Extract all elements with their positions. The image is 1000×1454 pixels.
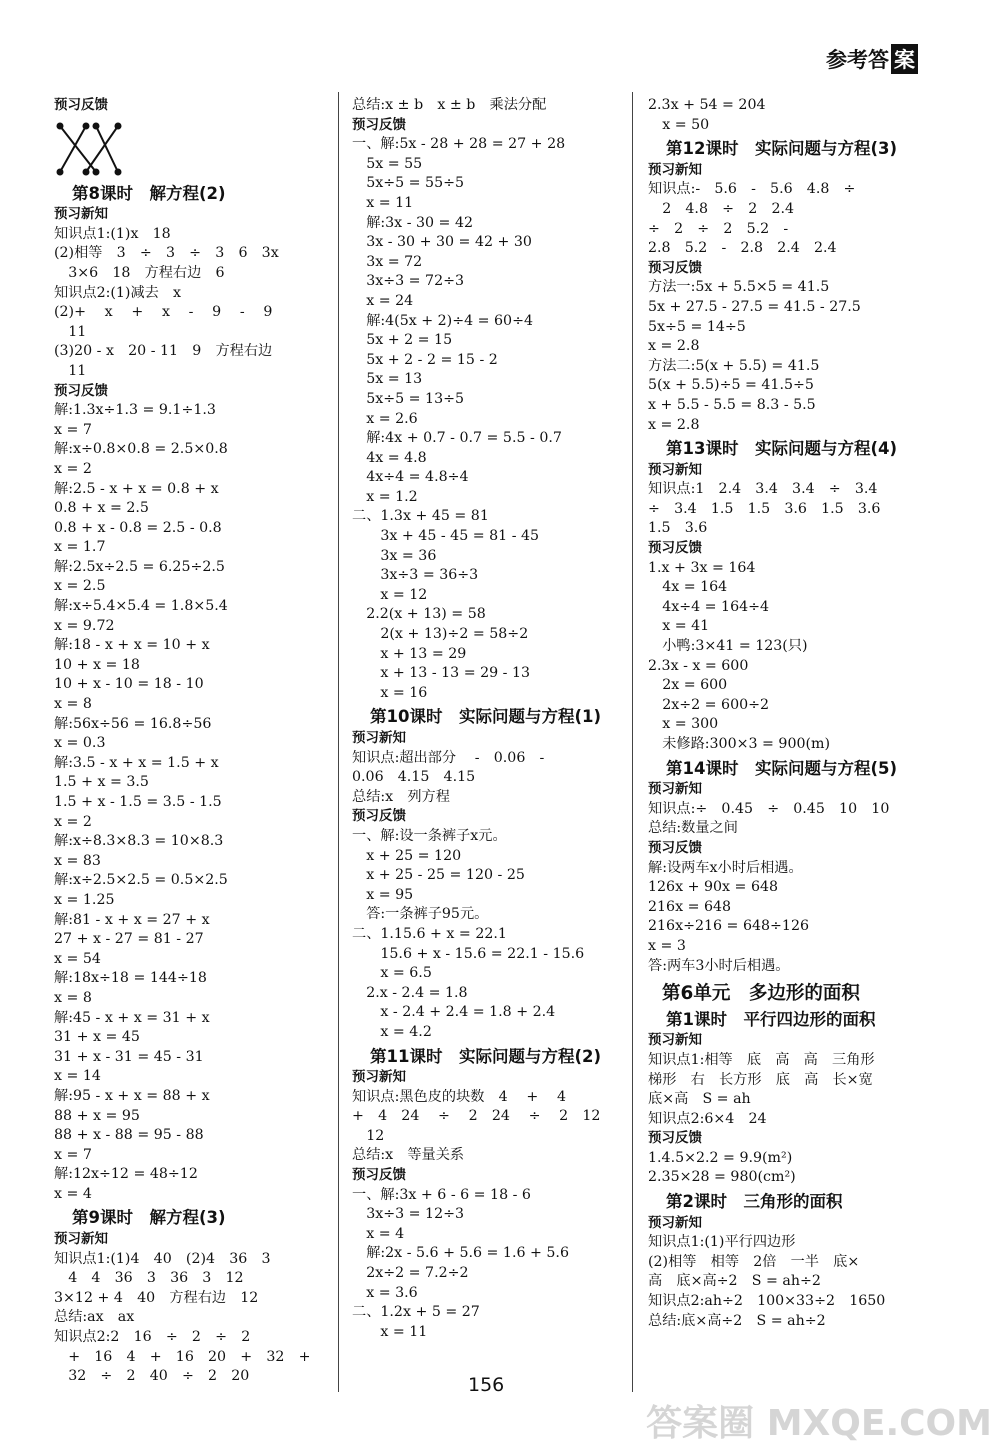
lesson-title: 第1课时 平行四边形的面积 [666,1009,876,1029]
lesson-title: 第11课时 实际问题与方程(2) [370,1046,602,1066]
answer-block [648,161,918,435]
answer-line: 方法二:5(x + 5.5) = 41.5 [648,357,820,374]
answer-line: 10 + x - 10 = 18 - 10 [54,676,204,693]
answer-line: 3x÷3 = 72÷3 [352,273,465,290]
answer-line: 4x÷4 = 4.8÷4 [352,469,469,486]
answer-line: 2x÷2 = 7.2÷2 [352,1265,469,1282]
page-header [826,44,918,74]
answer-line: x = 2 [54,813,92,830]
answer-line: x = 11 [352,1323,428,1340]
answer-line: 解:x÷2.5×2.5 = 0.5×2.5 [54,872,228,889]
answer-line: 解:x÷8.3×8.3 = 10×8.3 [54,833,224,850]
answer-line: 知识点2:6×4 24 [648,1110,767,1127]
answer-line: 5x = 13 [352,371,423,388]
answer-line: 解:3.5 - x + x = 1.5 + x [54,754,219,771]
answer-block [352,1068,622,1342]
answer-line: x + 13 = 29 [352,645,467,662]
answer-line: x = 2.8 [648,338,700,355]
answer-line: x = 2.8 [648,416,700,433]
answer-line: x + 5.5 - 5.5 = 8.3 - 5.5 [648,396,816,413]
answer-line: 底×高 S = ah [648,1091,751,1108]
answer-line: 5(x + 5.5)÷5 = 41.5÷5 [648,377,814,394]
answer-line: ÷ 3.4 1.5 1.5 3.6 1.5 3.6 [648,500,881,517]
section-heading: 预习新知 [648,461,702,478]
answer-line: 1.5 + x - 1.5 = 3.5 - 1.5 [54,794,222,810]
answer-line: 小鸭:3×41 = 123(只) [648,638,808,655]
answer-line: x = 300 [648,716,719,733]
answer-line: 解:2.5x÷2.5 = 6.25÷2.5 [54,558,225,575]
answer-line: x + 25 - 25 = 120 - 25 [352,867,525,884]
watermark-logo: 答案圈 MXQE.COM [646,1403,992,1444]
answer-line: x = 83 [54,852,101,869]
answer-line: 3x÷3 = 36÷3 [352,567,479,584]
answer-line: x = 54 [54,950,101,967]
answer-line: (2)相等 相等 2倍 一半 底× [648,1253,860,1270]
answer-line: 解:4(5x + 2)÷4 = 60÷4 [352,312,534,329]
answer-line: 32 ÷ 2 40 ÷ 2 20 [54,1368,250,1385]
section-heading: 预习新知 [352,1069,406,1086]
answer-line: x = 24 [352,292,414,309]
answer-line: 方法一:5x + 5.5×5 = 41.5 [648,279,830,296]
answer-line: 3x = 72 [352,253,423,270]
column-1 [54,96,324,1387]
answer-line: 一、解:设一条裤子x元。 [352,827,507,844]
answer-line: 解:81 - x + x = 27 + x [54,911,210,928]
answer-line: 总结:x ± b x ± b 乘法分配 [352,97,547,113]
answer-line: 一、解:3x + 6 - 6 = 18 - 6 [352,1186,531,1203]
answer-line: 知识点1:(1)x 18 [54,225,171,242]
answer-line: x = 1.25 [54,891,115,908]
answer-block [352,96,622,703]
answer-line: 总结:数量之间 [648,820,738,837]
answer-line: 12 [352,1127,385,1144]
answer-line: 5x + 2 - 2 = 15 - 2 [352,351,498,368]
answer-line: 3x + 45 - 45 = 81 - 45 [352,528,540,545]
answer-line: x = 0.3 [54,735,106,752]
answer-line: x = 2.5 [54,578,106,595]
answer-line: x = 14 [54,1068,101,1085]
section-heading: 预习新知 [648,1032,702,1049]
answer-line: x = 16 [352,684,428,701]
answer-line: 总结:ax ax [54,1309,135,1326]
answer-line: 3x - 30 + 30 = 42 + 30 [352,234,532,251]
answer-line: 5x + 27.5 - 27.5 = 41.5 - 27.5 [648,298,861,315]
answer-line: 1.5 + x = 3.5 [54,774,149,791]
answer-line: 2.8 5.2 - 2.8 2.4 2.4 [648,240,837,257]
lesson-title: 第2课时 三角形的面积 [666,1192,843,1212]
answer-line: (3)20 - x 20 - 11 9 方程右边 [54,343,273,360]
answer-line: 11 [54,323,87,340]
section-heading: 预习反馈 [648,540,702,557]
answer-line: 3×6 18 方程右边 6 [54,264,225,281]
section-heading: 预习反馈 [648,839,702,856]
answer-line: 2 4.8 ÷ 2 2.4 [648,200,795,217]
answer-line: 知识点:- 5.6 - 5.6 4.8 ÷ [648,181,856,198]
answer-block [352,729,622,1043]
answer-line: 216x÷216 = 648÷126 [648,918,810,935]
answer-line: x = 8 [54,696,92,713]
answer-line: 2.2(x + 13) = 58 [352,606,486,623]
answer-line: 答:两车3小时后相遇。 [648,957,790,974]
section-heading: 预习反馈 [352,1167,406,1184]
answer-line: 解:x÷0.8×0.8 = 2.5×0.8 [54,441,228,458]
answer-line: x = 4 [352,1225,405,1242]
lesson-title: 第10课时 实际问题与方程(1) [370,707,602,727]
answer-line: 88 + x = 95 [54,1107,140,1124]
answer-line: (2)相等 3 ÷ 3 ÷ 3 6 3x [54,245,279,262]
answer-line: 未修路:300×3 = 900(m) [648,736,831,752]
answer-line: 二、1.2x + 5 = 27 [352,1304,480,1321]
answer-line: 1.5 3.6 [648,520,708,537]
answer-line: 总结:x 等量关系 [352,1147,465,1164]
answer-line: x + 25 = 120 [352,847,462,864]
answer-line: x + 13 - 13 = 29 - 13 [352,665,531,682]
answer-line: 解:45 - x + x = 31 + x [54,1009,210,1026]
lesson-title: 第14课时 实际问题与方程(5) [666,758,898,778]
answer-line: 知识点:黑色皮的块数 4 + 4 [352,1088,566,1105]
answer-line: x - 2.4 + 2.4 = 1.8 + 2.4 [352,1004,556,1021]
answer-line: x = 4 [54,1185,92,1202]
answer-line: ÷ 2 ÷ 2 5.2 - [648,220,789,237]
answer-line: 解:18x÷18 = 144÷18 [54,970,207,987]
section-heading: 预习反馈 [54,97,108,113]
answer-line: 88 + x - 88 = 95 - 88 [54,1127,204,1144]
answer-line: 2.x - 2.4 = 1.8 [352,984,468,1001]
answer-line: 高 底×高÷2 S = ah÷2 [648,1273,821,1290]
answer-line: x = 12 [352,586,428,603]
answer-line: x = 11 [352,194,414,211]
answer-line: 解:设两车x小时后相遇。 [648,859,803,876]
section-heading: 预习新知 [54,206,108,223]
section-heading: 预习新知 [648,781,702,798]
answer-line: 总结:x 列方程 [352,788,450,805]
lesson-title: 第8课时 解方程(2) [72,183,226,203]
section-heading: 预习反馈 [352,808,406,825]
answer-line: 5x÷5 = 13÷5 [352,390,465,407]
answer-line: 27 + x - 27 = 81 - 27 [54,931,204,948]
answer-line: 解:x÷5.4×5.4 = 1.8×5.4 [54,598,228,615]
answer-line: x = 1.2 [352,488,418,505]
section-heading: 预习反馈 [648,259,702,276]
answer-line: 解:56x÷56 = 16.8÷56 [54,715,212,732]
answer-line: x = 8 [54,989,92,1006]
column-divider [338,92,339,1392]
answer-line: 3×12 + 4 40 方程右边 12 [54,1289,259,1306]
answer-line: x = 95 [352,886,414,903]
answer-line: x = 9.72 [54,617,115,634]
answer-line: 知识点:÷ 0.45 ÷ 0.45 10 10 [648,800,890,817]
answer-line: 0.06 4.15 4.15 [352,769,476,786]
section-heading: 预习反馈 [54,382,108,399]
answer-line: 知识点2:ah÷2 100×33÷2 1650 [648,1293,886,1310]
answer-line: 答:一条裤子95元。 [352,906,489,923]
answer-line: (2)+ x + x - 9 - 9 [54,304,273,321]
answer-line: x = 4.2 [352,1023,432,1040]
answer-line: x = 2.6 [352,410,418,427]
section-heading: 预习反馈 [648,1130,702,1147]
answer-line: 3x÷3 = 12÷3 [352,1206,465,1223]
answer-line: 4x÷4 = 164÷4 [648,598,770,615]
answer-line: x = 41 [648,618,710,635]
answer-line: 解:1.3x÷1.3 = 9.1÷1.3 [54,402,216,419]
header-box: 案 [891,44,918,74]
answer-line: 一、解:5x - 28 + 28 = 27 + 28 [352,136,566,153]
column-2 [352,96,622,1342]
section-heading: 预习新知 [54,1231,108,1248]
header-text: 参考答 [826,48,889,72]
answer-line: 3x = 36 [352,547,437,564]
answer-line: + 16 4 + 16 20 + 32 + [54,1348,311,1365]
answer-line: 126x + 90x = 648 [648,879,779,896]
answer-line: 15.6 + x - 15.6 = 22.1 - 15.6 [352,945,585,962]
answer-line: x = 1.7 [54,539,106,556]
section-heading: 预习新知 [352,730,406,746]
unit-title: 第6单元 多边形的面积 [662,983,860,1005]
answer-line: 知识点2:2 16 ÷ 2 ÷ 2 [54,1329,251,1346]
answer-line: x = 50 [648,116,710,133]
answer-line: 2x÷2 = 600÷2 [648,696,770,713]
answer-line: 4x = 4.8 [352,449,427,466]
answer-line: 解:2x - 5.6 + 5.6 = 1.6 + 5.6 [352,1245,569,1262]
answer-block [54,205,324,381]
answer-line: 二、1.15.6 + x = 22.1 [352,925,507,942]
answer-block [648,461,918,755]
answer-line: 5x÷5 = 14÷5 [648,318,746,335]
answer-line: x = 3 [648,937,686,954]
answer-line: 216x = 648 [648,898,732,915]
answer-block [648,1214,918,1332]
answer-line: x = 7 [54,421,92,438]
answer-block [648,780,918,976]
column-3 [648,96,918,1331]
column-divider [632,92,633,1392]
answer-block [54,1230,324,1387]
answer-line: 1.x + 3x = 164 [648,559,756,576]
answer-block [54,382,324,1205]
answer-line: 31 + x - 31 = 45 - 31 [54,1048,204,1065]
answer-line: x = 6.5 [352,965,432,982]
matching-lines-figure [54,120,124,178]
answer-line: 31 + x = 45 [54,1029,140,1046]
page-number: 156 [468,1374,505,1396]
answer-line: 解:95 - x + x = 88 + x [54,1087,210,1104]
answer-line: 知识点2:(1)减去 x [54,284,182,301]
answer-line: 二、1.3x + 45 = 81 [352,508,489,525]
answer-line: x = 2 [54,460,92,477]
answer-block [648,96,918,135]
answer-line: 0.8 + x = 2.5 [54,500,149,517]
answer-line: 2(x + 13)÷2 = 58÷2 [352,626,529,643]
answer-line: 知识点:1 2.4 3.4 3.4 ÷ 3.4 [648,481,878,498]
lesson-title: 第12课时 实际问题与方程(3) [666,139,898,159]
answer-line: 知识点1:(1)平行四边形 [648,1234,796,1251]
answer-line: 2.35×28 = 980(cm²) [648,1169,796,1186]
answer-line: 解:12x÷12 = 48÷12 [54,1166,198,1183]
answer-line: 梯形 右 长方形 底 高 长×宽 [648,1071,873,1088]
answer-line: 知识点:超出部分 - 0.06 - [352,749,545,766]
answer-line: 总结:底×高÷2 S = ah÷2 [648,1312,826,1329]
answer-line: 4 4 36 3 36 3 12 [54,1270,244,1287]
answer-line: 0.8 + x - 0.8 = 2.5 - 0.8 [54,519,222,536]
answer-line: 1.4.5×2.2 = 9.9(m²) [648,1149,793,1166]
section-heading: 预习新知 [648,161,702,178]
answer-line: 解:18 - x + x = 10 + x [54,637,210,654]
answer-line: 知识点1:相等 底 高 高 三角形 [648,1051,875,1068]
answer-line: 2x = 600 [648,677,728,694]
answer-line: 2.3x + 54 = 204 [648,97,766,113]
answer-line: 解:4x + 0.7 - 0.7 = 5.5 - 0.7 [352,430,562,447]
answer-line: 解:2.5 - x + x = 0.8 + x [54,480,219,497]
answer-line: 2.3x - x = 600 [648,657,749,674]
answer-line: 5x = 55 [352,155,423,172]
answer-line: x = 3.6 [352,1284,418,1301]
lesson-title: 第9课时 解方程(3) [72,1208,226,1228]
answer-line: 5x÷5 = 55÷5 [352,175,465,192]
answer-line: 10 + x = 18 [54,656,140,673]
section-heading: 预习反馈 [352,116,406,133]
answer-block [648,1031,918,1188]
answer-line: 解:3x - 30 = 42 [352,214,474,231]
lesson-title: 第13课时 实际问题与方程(4) [666,439,898,459]
answer-line: x = 7 [54,1146,92,1163]
section-heading: 预习新知 [648,1214,702,1231]
answer-line: 知识点1:(1)4 40 (2)4 36 3 [54,1250,271,1267]
answer-line: + 4 24 ÷ 2 24 ÷ 2 12 [352,1108,601,1125]
answer-line: 4x = 164 [648,579,728,596]
answer-line: 5x + 2 = 15 [352,332,453,349]
answer-line: 11 [54,362,87,379]
